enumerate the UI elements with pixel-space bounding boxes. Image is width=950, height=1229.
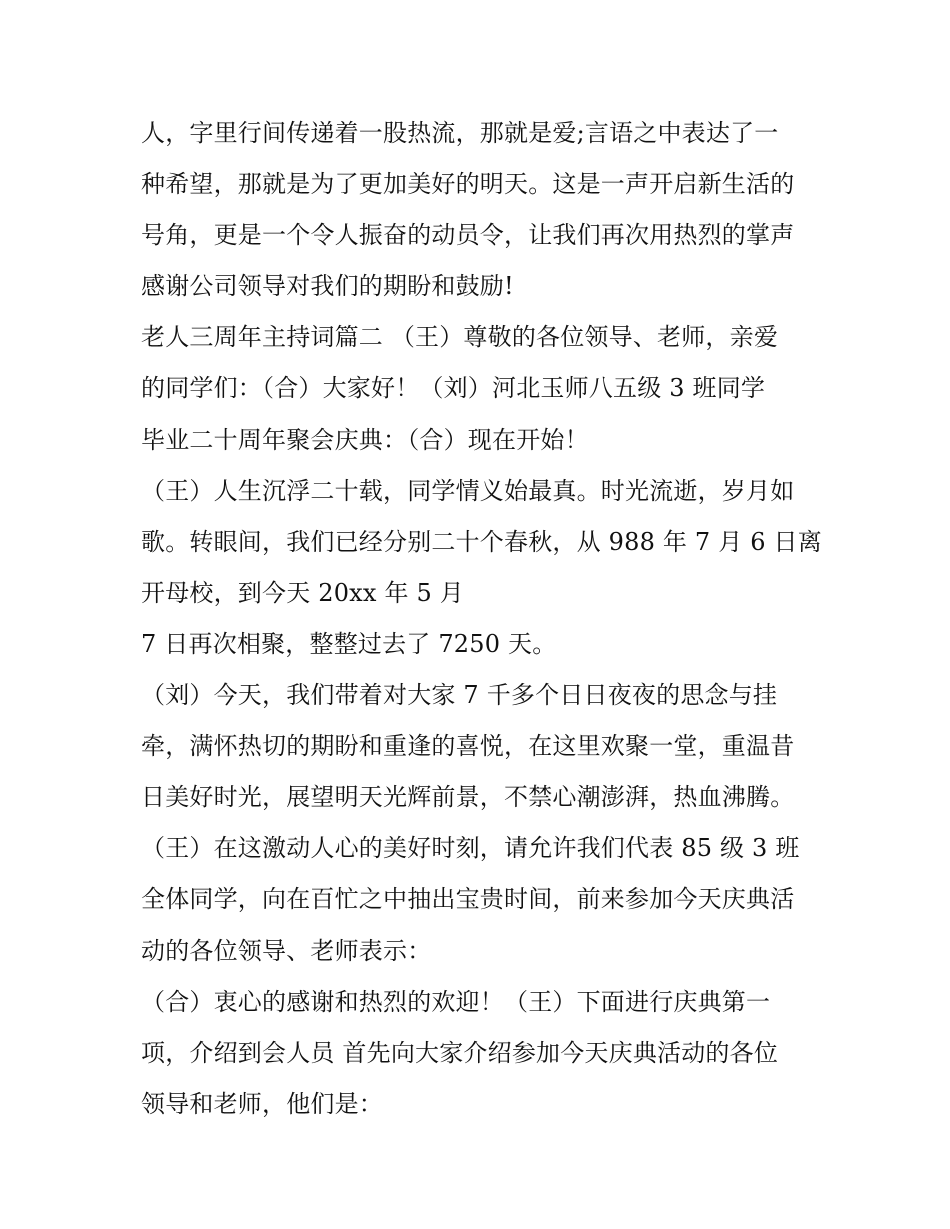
text-line: 开母校，到今天 20xx 年 5 月	[141, 578, 464, 607]
text-line: （王）在这激动人心的美好时刻，请允许我们代表 85 级 3 班	[141, 834, 800, 863]
text-line: 人，字里行间传递着一股热流，那就是爱;言语之中表达了一	[141, 119, 779, 147]
text-line: 项，介绍到会人员 首先向大家介绍参加今天庆典活动的各位	[141, 1038, 779, 1067]
text-line: 7 日再次相聚，整整过去了 7250 天。	[141, 629, 557, 658]
document-body	[141, 108, 821, 1130]
text-line: （刘）今天，我们带着对大家 7 千多个日日夜夜的思念与挂	[141, 681, 778, 710]
text-line: 的同学们：（合）大家好！（刘）河北玉师八五级 3 班同学	[141, 374, 766, 403]
text-line: 全体同学，向在百忙之中抽出宝贵时间，前来参加今天庆典活	[141, 885, 795, 914]
text-line: 领导和老师，他们是：	[141, 1089, 383, 1118]
text-line: 号角，更是一个令人振奋的动员令，让我们再次用热烈的掌声	[141, 221, 795, 250]
text-line: 感谢公司领导对我们的期盼和鼓励!	[141, 272, 514, 301]
text-line: 日美好时光，展望明天光辉前景，不禁心潮澎湃，热血沸腾。	[141, 783, 795, 812]
text-line: 动的各位领导、老师表示：	[141, 936, 432, 965]
text-line: （王）人生沉浮二十载，同学情义始最真。时光流逝，岁月如	[141, 476, 795, 505]
text-line: 歌。转眼间，我们已经分别二十个春秋，从 988 年 7 月 6 日离	[141, 527, 822, 556]
text-line: 种希望，那就是为了更加美好的明天。这是一声开启新生活的	[141, 170, 795, 199]
text-line: 毕业二十周年聚会庆典：（合）现在开始！	[141, 425, 589, 454]
text-line: （合）衷心的感谢和热烈的欢迎！（王）下面进行庆典第一	[141, 987, 771, 1016]
text-line: 牵，满怀热切的期盼和重逢的喜悦，在这里欢聚一堂，重温昔	[141, 732, 795, 761]
text-line: 老人三周年主持词篇二 （王）尊敬的各位领导、老师，亲爱	[141, 323, 779, 352]
